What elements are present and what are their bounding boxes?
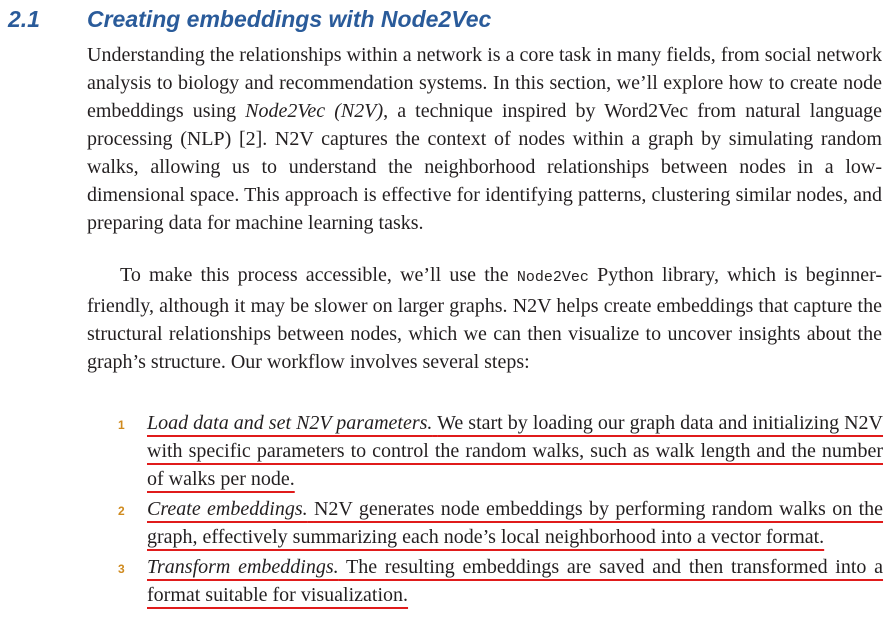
list-item-lead: Load data and set N2V parameters. xyxy=(147,412,433,434)
list-item xyxy=(118,495,883,551)
list-item-text xyxy=(147,409,883,493)
list-item-lead: Transform embeddings. xyxy=(147,556,339,578)
list-item-number: 3 xyxy=(118,562,125,576)
list-item-text xyxy=(147,553,883,609)
intro-paragraph xyxy=(87,41,882,237)
list-item-number: 1 xyxy=(118,418,125,432)
list-item-body: N2V generates node embeddings by performing random walks on the graph, effectively summarizing each node’s local neighborhood into a vector format. xyxy=(147,498,884,548)
list-item xyxy=(118,553,883,609)
section-heading xyxy=(0,2,896,36)
steps-list xyxy=(118,409,883,611)
workflow-paragraph xyxy=(87,261,882,376)
list-item-text xyxy=(147,495,883,551)
intro-text-before: Understanding the relationships within a network is a core task in many fields, from social network analysis to biology and recommendation systems. In this section, we’ll explore how to create node embeddings using xyxy=(87,44,882,122)
list-item-body: We start by loading our graph data and initializing N2V with specific parameters to control the random walks, such as walk length and the number of walks per node. xyxy=(147,412,884,490)
list-item-lead: Create embeddings. xyxy=(147,498,308,520)
intro-text-after: , a technique inspired by Word2Vec from natural language processing (NLP) [2]. N2V captures the context of nodes within a graph by simulating random walks, allowing us to understand the neighborhood relationships between nodes in a low-dimensional space. This approach is effective for identifying patterns, clustering similar nodes, and preparing data for machine learning tasks. xyxy=(87,100,882,234)
library-code-name: Node2Vec xyxy=(516,269,589,286)
workflow-text-before: To make this process accessible, we’ll use the xyxy=(120,264,517,286)
list-item-number: 2 xyxy=(118,504,125,518)
workflow-text-after: Python library, which is beginner-friendly, although it may be slower on larger graphs. N2V helps create embeddings that capture the structural relationships between nodes, which we can then visualize to uncover insights about the graph’s structure. Our workflow involves several steps: xyxy=(87,264,883,373)
list-item-body: The resulting embeddings are saved and then transformed into a format suitable for visualization. xyxy=(147,556,884,606)
section-title: Creating embeddings with Node2Vec xyxy=(87,6,492,32)
intro-emphasis: Node2Vec (N2V) xyxy=(245,100,384,122)
list-item xyxy=(118,409,883,493)
section-number: 2.1 xyxy=(8,6,40,32)
